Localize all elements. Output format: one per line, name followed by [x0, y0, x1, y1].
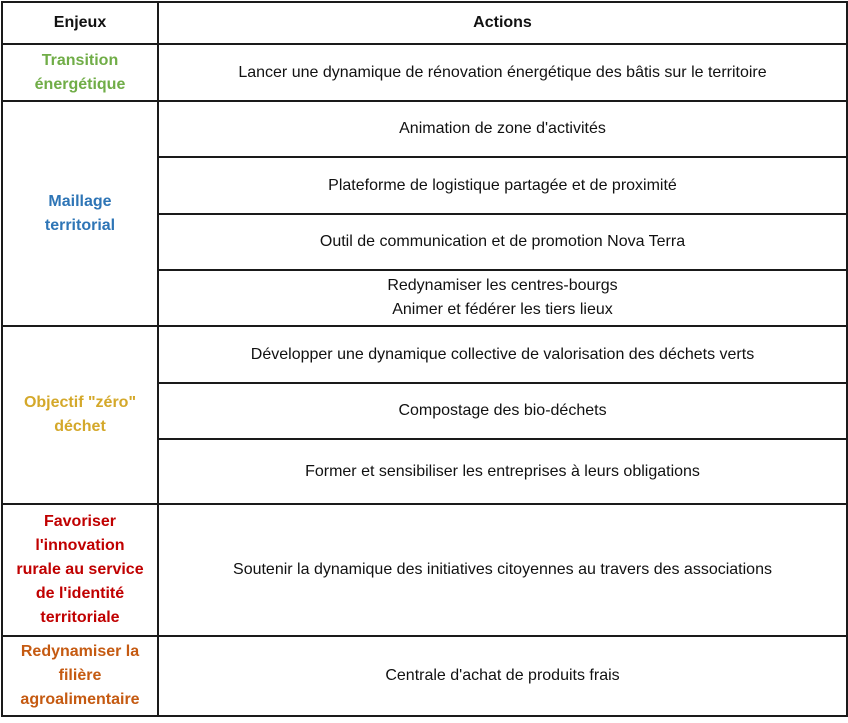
action-cell	[158, 214, 847, 270]
action-text: Lancer une dynamique de rénovation énergétique des bâtis sur le territoire	[238, 63, 767, 81]
enjeu-label-line: territorial	[44, 216, 116, 234]
action-text: Développer une dynamique collective de valorisation des déchets verts	[250, 345, 755, 363]
enjeu-label-line: Favoriser	[43, 513, 117, 530]
enjeu-label-line: Maillage	[48, 192, 112, 210]
action-cell	[158, 439, 847, 504]
enjeux-actions-table	[1, 1, 848, 717]
enjeu-cell	[2, 326, 158, 504]
action-text: Animation de zone d'activités	[399, 120, 606, 137]
action-text: Outil de communication et de promotion Nova Terra	[319, 233, 686, 250]
action-cell	[158, 44, 847, 101]
action-text: Centrale d'achat de produits frais	[385, 667, 620, 684]
action-text: Soutenir la dynamique des initiatives citoyennes au travers des associations	[233, 561, 772, 578]
action-cell	[158, 270, 847, 326]
enjeu-cell	[2, 101, 158, 326]
table-row	[2, 636, 847, 716]
table-row	[2, 101, 847, 157]
action-text: Animer et fédérer les tiers lieux	[392, 301, 613, 318]
enjeu-label-line: agroalimentaire	[20, 691, 140, 708]
action-cell	[158, 504, 847, 636]
enjeu-label-line: territoriale	[40, 609, 120, 626]
action-cell	[158, 101, 847, 157]
action-cell	[158, 383, 847, 439]
enjeux-column-header: Enjeux	[2, 2, 158, 44]
enjeu-cell	[2, 636, 158, 716]
enjeu-label-line: l'innovation	[35, 537, 125, 554]
table-row	[2, 326, 847, 383]
action-cell	[158, 636, 847, 716]
header-row	[2, 2, 847, 44]
action-text: Redynamiser les centres-bourgs	[387, 277, 618, 294]
table-row	[2, 504, 847, 636]
table-body	[2, 44, 847, 716]
enjeu-cell	[2, 504, 158, 636]
action-text: Compostage des bio-déchets	[398, 402, 607, 419]
enjeu-label-line: filière	[58, 667, 102, 684]
enjeu-label-line: Redynamiser la	[20, 643, 140, 660]
enjeu-label-line: Transition	[41, 51, 119, 69]
action-text: Plateforme de logistique partagée et de proximité	[328, 176, 677, 194]
table-row	[2, 44, 847, 101]
enjeu-label-line: énergétique	[34, 75, 126, 93]
enjeu-label-line: déchet	[54, 418, 106, 435]
enjeu-label-line: rurale au service	[16, 561, 144, 578]
enjeu-label-line: Objectif "zéro"	[23, 394, 137, 411]
action-cell	[158, 326, 847, 383]
enjeu-cell	[2, 44, 158, 101]
action-text: Former et sensibiliser les entreprises à leurs obligations	[305, 462, 700, 480]
actions-column-header: Actions	[158, 2, 847, 44]
enjeu-label-line: de l'identité	[35, 585, 125, 602]
action-cell	[158, 157, 847, 214]
